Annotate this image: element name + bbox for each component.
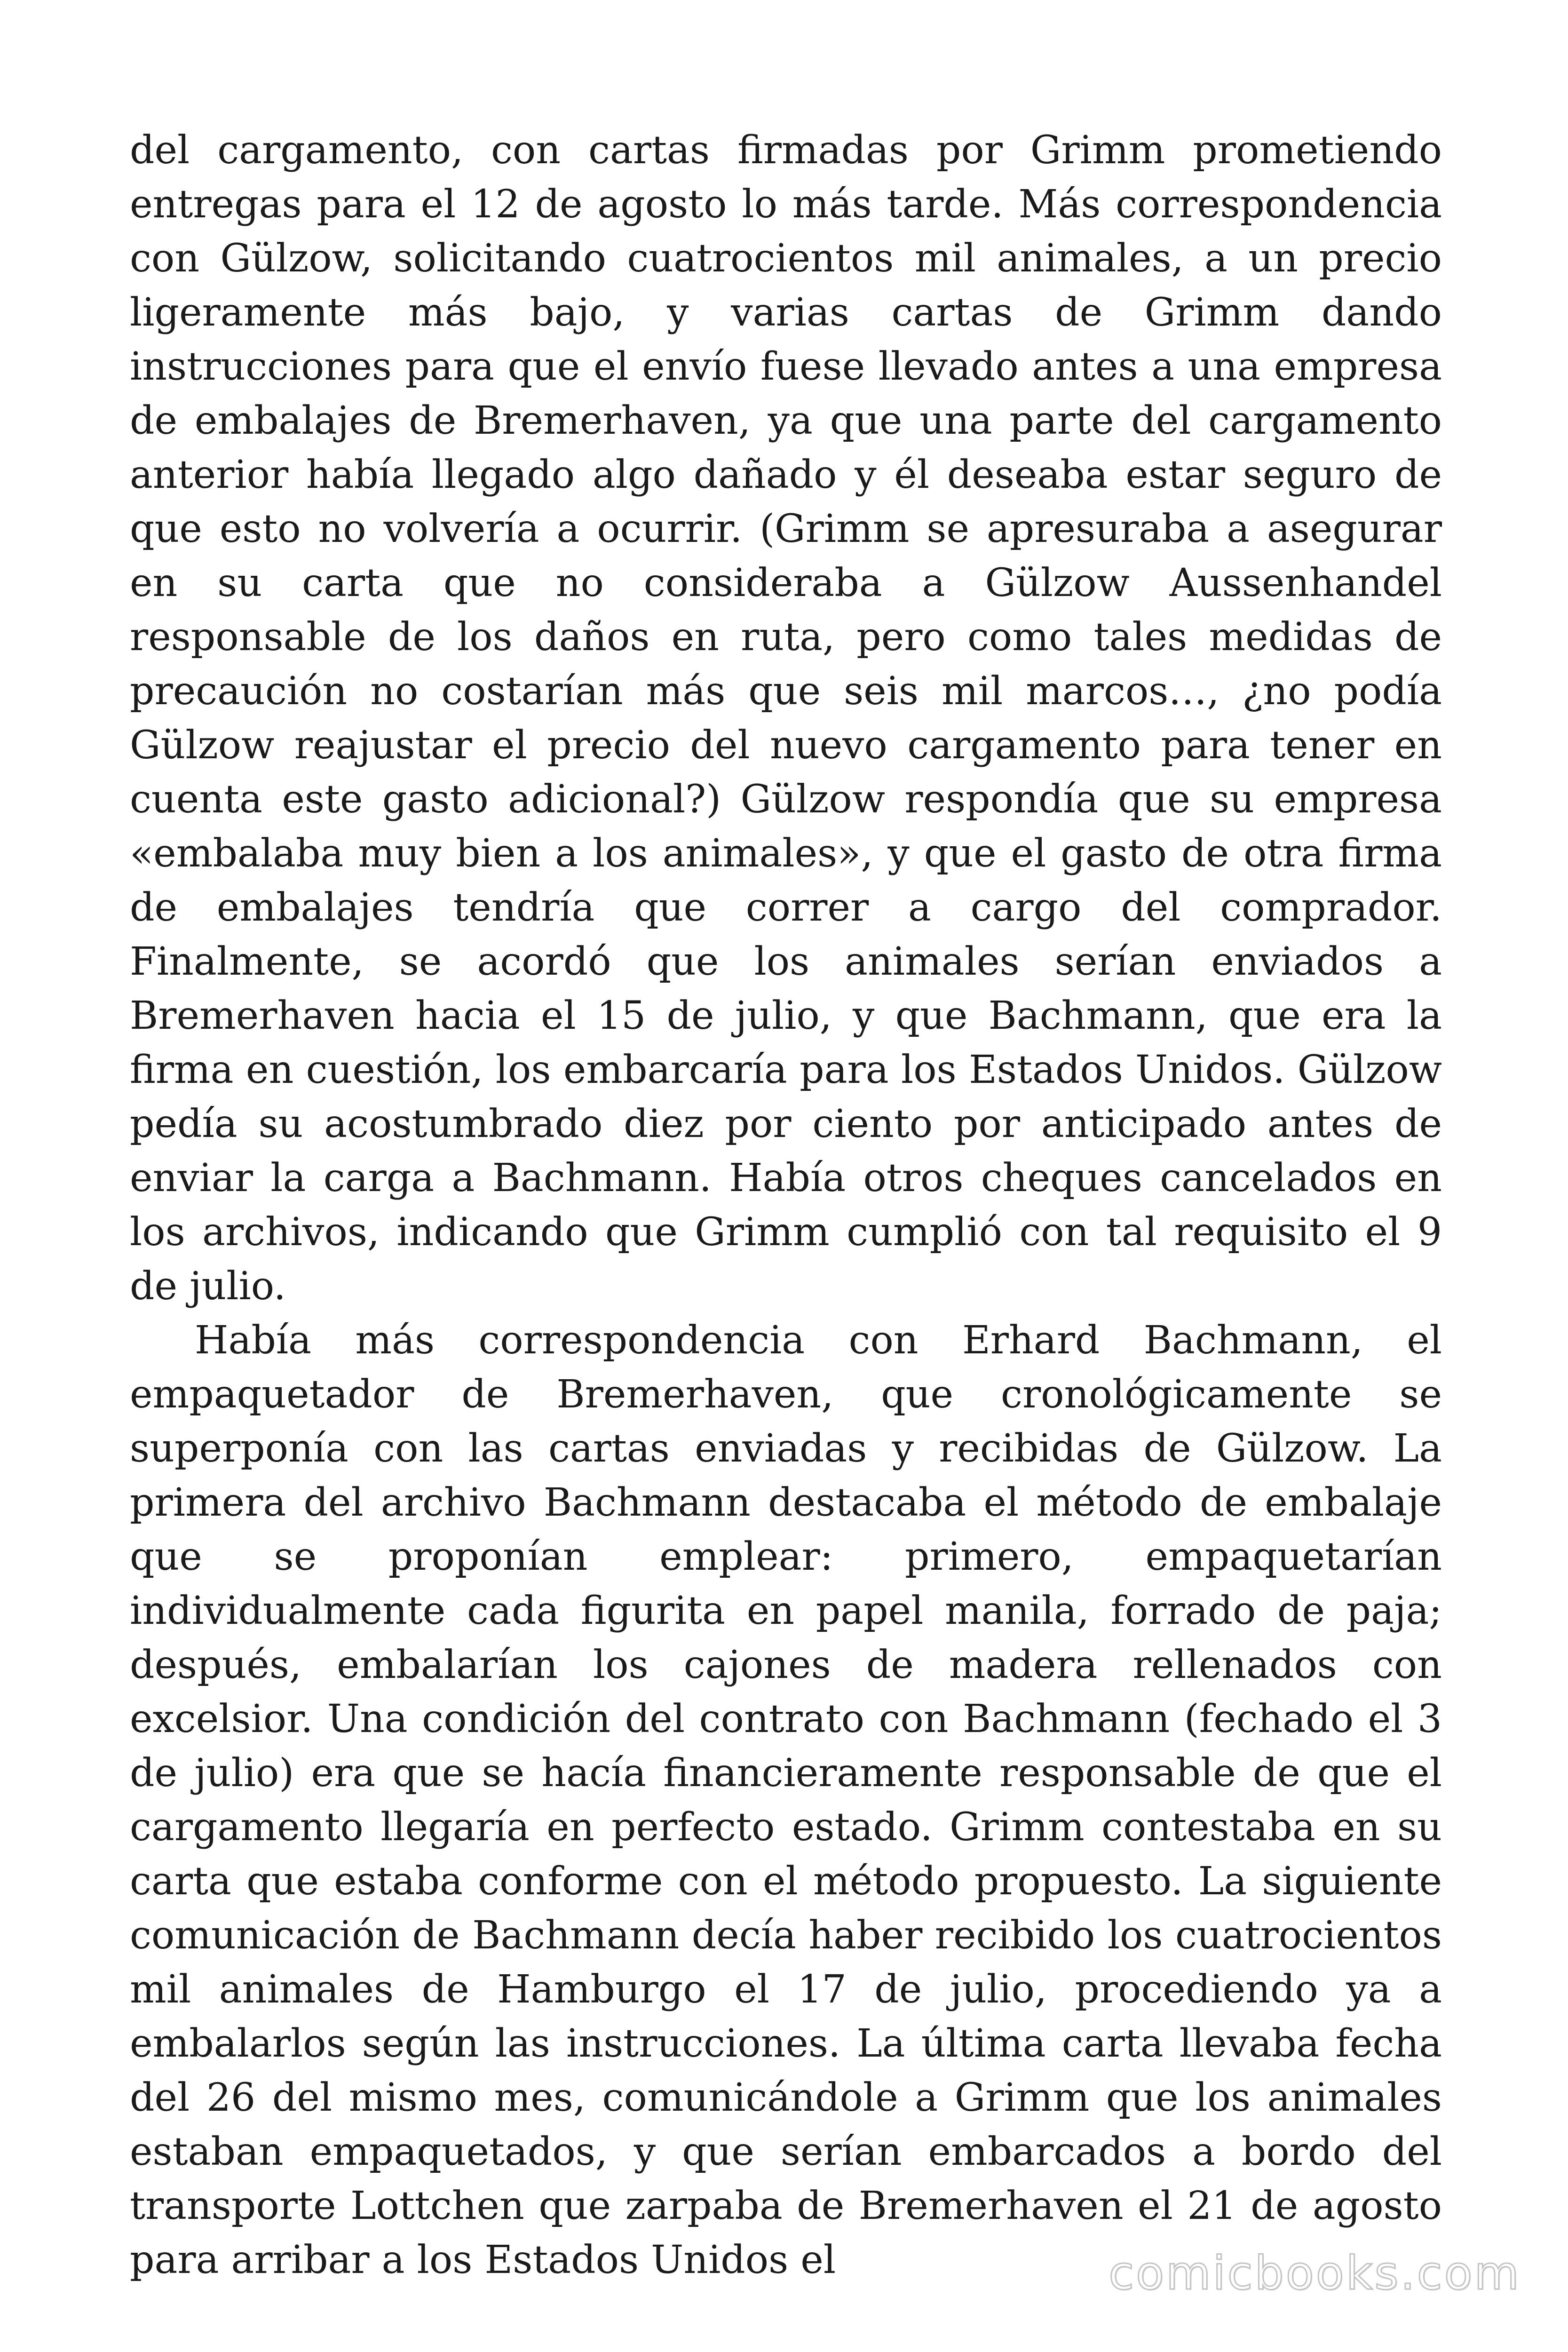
page-body <box>130 123 1442 2287</box>
paragraph-1: del cargamento, con cartas firmadas por Grimm prometiendo entregas para el 12 de agosto lo más tarde. Más correspondencia con Gülzow, solicitando cuatrocientos mil animales, a un precio ligeramente más bajo, y varias cartas de Grimm dando instrucciones para que el envío fuese llevado antes a una empresa de embalajes de Bremerhaven, ya que una parte del cargamento anterior había llegado algo dañado y él deseaba estar seguro de que esto no volvería a ocurrir. (Grimm se apresuraba a asegurar en su carta que no consideraba a Gülzow Aussenhandel responsable de los daños en ruta, pero como tales medidas de precaución no costarían más que seis mil marcos…, ¿no podía Gülzow reajustar el precio del nuevo cargamento para tener en cuenta este gasto adicional?) Gülzow respondía que su empresa «embalaba muy bien a los animales», y que el gasto de otra firma de embalajes tendría que correr a cargo del comprador. Finalmente, se acordó que los animales serían enviados a Bremerhaven hacia el 15 de julio, y que Bachmann, que era la firma en cuestión, los embarcaría para los Estados Unidos. Gülzow pedía su acostumbrado diez por ciento por anticipado antes de enviar la carga a Bachmann. Había otros cheques cancelados en los archivos, indicando que Grimm cumplió con tal requisito el 9 de julio. <box>130 128 1442 1309</box>
paragraph-2: Había más correspondencia con Erhard Bachmann, el empaquetador de Bremerhaven, que cronológicamente se superponía con las cartas enviadas y recibidas de Gülzow. La primera del archivo Bachmann destacaba el método de embalaje que se proponían emplear: primero, empaquetarían individualmente cada figurita en papel manila, forrado de paja; después, embalarían los cajones de madera rellenados con excelsior. Una condición del contrato con Bachmann (fechado el 3 de julio) era que se hacía financieramente responsable de que el cargamento llegaría en perfecto estado. Grimm contestaba en su carta que estaba conforme con el método propuesto. La siguiente comunicación de Bachmann decía haber recibido los cuatrocientos mil animales de Hamburgo el 17 de julio, procediendo ya a embalarlos según las instrucciones. La última carta llevaba fecha del 26 del mismo mes, comunicándole a Grimm que los animales estaban empaquetados, y que serían embarcados a bordo del transporte Lottchen que zarpaba de Bremerhaven el 21 de agosto para arribar a los Estados Unidos el <box>130 1318 1442 2282</box>
watermark: comicbooks.com <box>1109 2247 1521 2300</box>
